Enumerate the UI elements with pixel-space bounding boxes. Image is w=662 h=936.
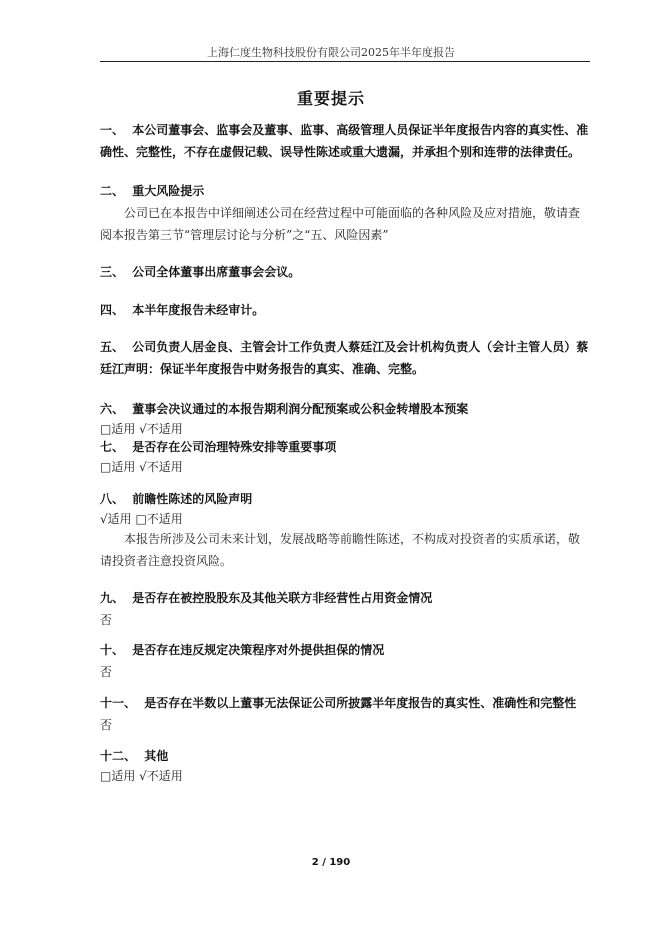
section-9-answer: 否 xyxy=(100,613,113,627)
section-2 xyxy=(100,180,590,246)
section-9 xyxy=(100,587,590,631)
section-12-number: 十二、 xyxy=(100,749,137,763)
section-12-applicability: □适用 √不适用 xyxy=(100,769,183,783)
section-7 xyxy=(100,436,590,476)
section-9-number: 九、 xyxy=(100,591,125,605)
section-6-heading xyxy=(100,398,590,420)
section-11-number: 十一、 xyxy=(100,696,137,710)
section-12-text: 其他 xyxy=(144,749,169,763)
section-1-number: 一、 xyxy=(100,123,125,137)
section-1-heading xyxy=(100,119,590,163)
section-2-body: 公司已在本报告中详细阐述公司在经营过程中可能面临的各种风险及应对措施，敬请查阅本报告第三节“管理层讨论与分析”之“五、风险因素” xyxy=(100,206,581,242)
section-1 xyxy=(100,119,590,163)
page-number: 2 / 190 xyxy=(311,857,351,868)
section-11 xyxy=(100,692,590,736)
section-9-heading xyxy=(100,587,590,609)
section-8-heading xyxy=(100,488,590,510)
section-6 xyxy=(100,398,590,438)
section-3 xyxy=(100,261,590,283)
section-4-heading xyxy=(100,299,590,321)
running-header: 上海仁度生物科技股份有限公司2025年半年度报告 xyxy=(207,46,455,59)
section-7-text: 是否存在公司治理特殊安排等重要事项 xyxy=(132,440,337,454)
header-divider xyxy=(100,61,590,62)
section-12 xyxy=(100,745,590,785)
section-4-number: 四、 xyxy=(100,303,125,317)
section-5-text: 公司负责人居金良、主管会计工作负责人蔡廷江及会计机构负责人（会计主管人员）蔡廷江声明：保证半年度报告中财务报告的真实、准确、完整。 xyxy=(100,340,589,376)
section-8-applicability: √适用 □不适用 xyxy=(100,512,183,526)
section-8-text: 前瞻性陈述的风险声明 xyxy=(132,492,253,506)
section-5-heading xyxy=(100,336,590,380)
section-1-text: 本公司董事会、监事会及董事、监事、高级管理人员保证半年度报告内容的真实性、准确性、完整性，不存在虚假记载、误导性陈述或重大遗漏，并承担个别和连带的法律责任。 xyxy=(100,123,589,159)
section-8-body: 本报告所涉及公司未来计划，发展战略等前瞻性陈述，不构成对投资者的实质承诺，敬请投资者注意投资风险。 xyxy=(100,532,581,568)
section-10-heading xyxy=(100,639,590,661)
section-6-applicability: □适用 √不适用 xyxy=(100,422,183,436)
section-6-text: 董事会决议通过的本报告期利润分配预案或公积金转增股本预案 xyxy=(132,402,469,416)
section-10-text: 是否存在违反规定决策程序对外提供担保的情况 xyxy=(132,643,385,657)
section-3-text: 公司全体董事出席董事会会议。 xyxy=(132,265,301,279)
section-3-heading xyxy=(100,261,590,283)
section-4-text: 本半年度报告未经审计。 xyxy=(132,303,265,317)
section-4 xyxy=(100,299,590,321)
section-5 xyxy=(100,336,590,380)
section-8 xyxy=(100,488,590,572)
section-9-text: 是否存在被控股股东及其他关联方非经营性占用资金情况 xyxy=(132,591,433,605)
section-10 xyxy=(100,639,590,683)
section-2-number: 二、 xyxy=(100,184,125,198)
section-10-answer: 否 xyxy=(100,665,113,679)
section-11-heading xyxy=(100,692,590,714)
section-11-answer: 否 xyxy=(100,718,113,732)
section-6-number: 六、 xyxy=(100,402,125,416)
section-12-heading xyxy=(100,745,590,767)
section-7-applicability: □适用 √不适用 xyxy=(100,460,183,474)
section-10-number: 十、 xyxy=(100,643,125,657)
section-3-number: 三、 xyxy=(100,265,125,279)
section-7-number: 七、 xyxy=(100,440,125,454)
section-5-number: 五、 xyxy=(100,340,125,354)
section-2-heading xyxy=(100,180,590,202)
section-2-text: 重大风险提示 xyxy=(132,184,205,198)
section-8-number: 八、 xyxy=(100,492,125,506)
page-title: 重要提示 xyxy=(296,89,365,108)
section-11-text: 是否存在半数以上董事无法保证公司所披露半年度报告的真实性、准确性和完整性 xyxy=(144,696,577,710)
section-7-heading xyxy=(100,436,590,458)
